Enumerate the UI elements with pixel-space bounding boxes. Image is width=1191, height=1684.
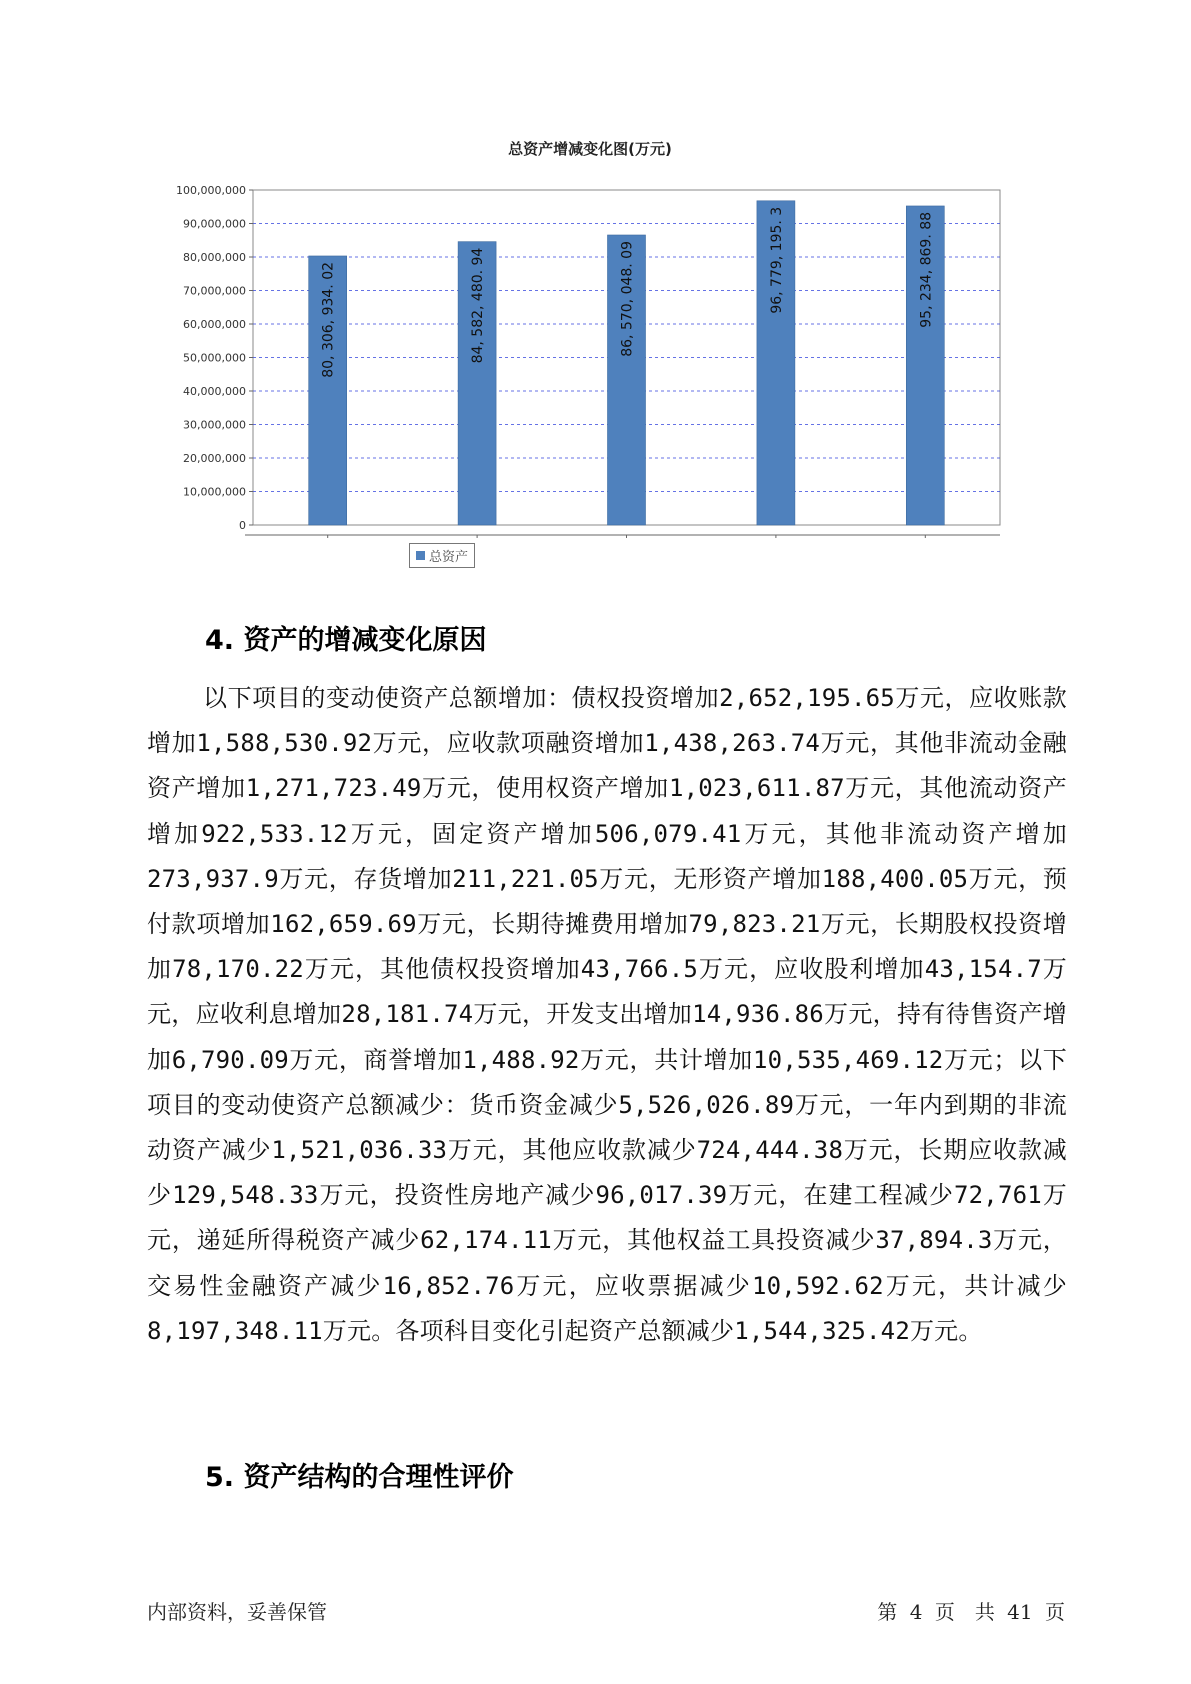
- legend-label: 总资产: [429, 550, 469, 565]
- bar-data-label: 86, 570, 048. 09: [619, 240, 636, 357]
- chart-plot: [150, 138, 1030, 538]
- y-tick-label: 80,000,000: [183, 251, 246, 264]
- section-4-body: 以下项目的变动使资产总额增加：债权投资增加2,652,195.65万元，应收账款增加1,588,530.92万元，应收款项融资增加1,438,263.74万元，其他非流动金融资产增加1,271,723.49万元，使用权资产增加1,023,611.87万元，其他流动资产增加922,533.12万元，固定资产增加506,079.41万元，其他非流动资产增加273,937.9万元，存货增加211,221.05万元，无形资产增加188,400.05万元，预付款项增加162,659.69万元，长期待摊费用增加79,823.21万元，长期股权投资增加78,170.22万元，其他债权投资增加43,766.5万元，应收股利增加43,154.7万元，应收利息增加28,181.74万元，开发支出增加14,936.86万元，持有待售资产增加6,790.09万元，商誉增加1,488.92万元，共计增加10,535,469.12万元；以下项目的变动使资产总额减少：货币资金减少5,526,026.89万元，一年内到期的非流动资产减少1,521,036.33万元，其他应收款减少724,444.38万元，长期应收款减少129,548.33万元，投资性房地产减少96,017.39万元，在建工程减少72,761万元，递延所得税资产减少62,174.11万元，其他权益工具投资减少37,894.3万元，交易性金融资产减少16,852.76万元，应收票据减少10,592.62万元，共计减少8,197,348.11万元。各项科目变化引起资产总额减少1,544,325.42万元。: [147, 684, 1067, 1345]
- y-tick-label: 100,000,000: [176, 184, 246, 197]
- y-tick-label: 20,000,000: [183, 452, 246, 465]
- section-4-title: 4. 资产的增减变化原因: [205, 625, 487, 656]
- bar-data-label: 84, 582, 480. 94: [470, 247, 487, 364]
- y-tick-label: 40,000,000: [183, 385, 246, 398]
- chart-legend: [409, 543, 475, 568]
- total-assets-chart: [150, 138, 1030, 598]
- chart-title: 总资产增减变化图(万元): [508, 140, 672, 158]
- bar-data-label: 80, 306, 934. 02: [320, 261, 337, 378]
- bar-data-label: 95, 234, 869. 88: [918, 211, 935, 328]
- y-tick-label: 0: [239, 519, 246, 532]
- footer-confidential: 内部资料，妥善保管: [147, 1600, 327, 1624]
- y-tick-label: 50,000,000: [183, 351, 246, 365]
- legend-swatch: [416, 551, 425, 560]
- y-tick-label: 60,000,000: [183, 318, 246, 331]
- bar-data-label: 96, 779, 195. 3: [768, 206, 785, 314]
- y-tick-label: 70,000,000: [183, 284, 246, 298]
- footer-page-number: 第 4 页 共 41 页: [877, 1600, 1065, 1624]
- y-tick-label: 10,000,000: [183, 485, 246, 499]
- y-tick-label: 30,000,000: [183, 418, 246, 432]
- section-5-title: 5. 资产结构的合理性评价: [205, 1462, 514, 1493]
- y-tick-label: 90,000,000: [183, 217, 246, 231]
